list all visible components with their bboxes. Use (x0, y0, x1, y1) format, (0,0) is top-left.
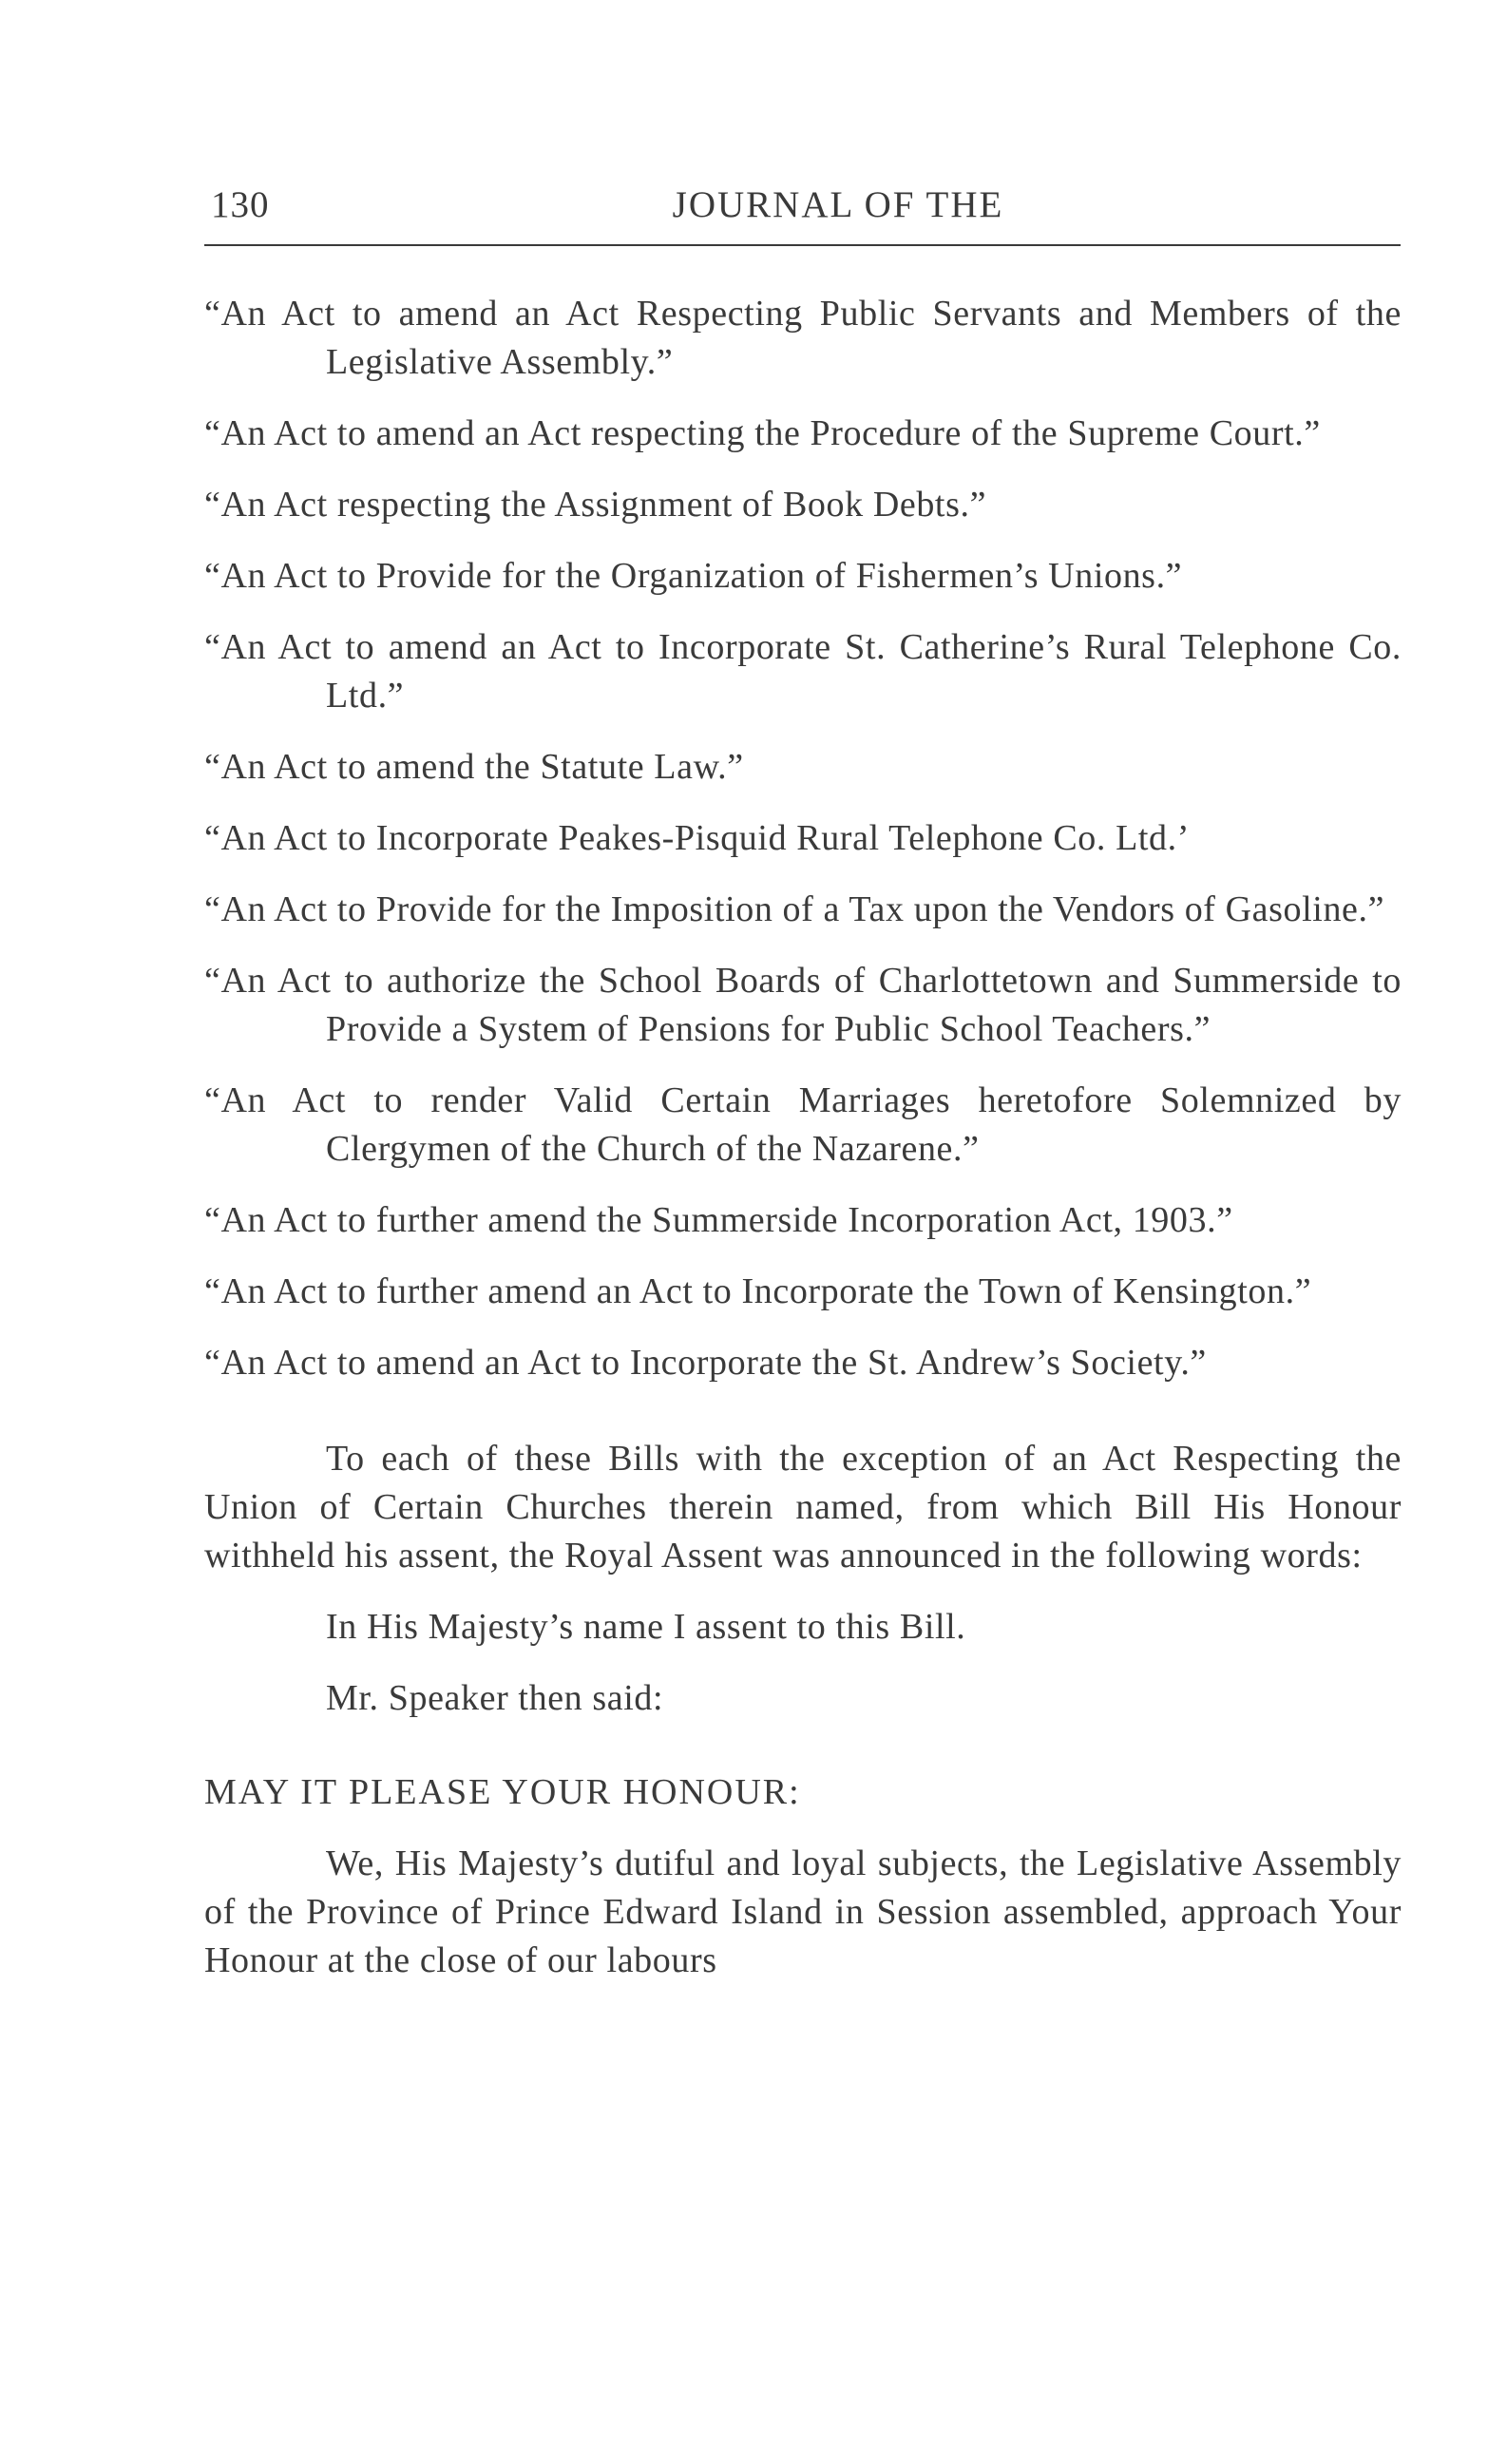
running-title: JOURNAL OF THE (672, 184, 1004, 225)
act-entry: “An Act to amend an Act respecting the Procedure of the Supreme Court.” (204, 413, 1321, 453)
assent-words: In His Majesty’s name I assent to this Bill. (326, 1607, 966, 1647)
address-paragraph: We, His Majesty’s dutiful and loyal subjects, the Legislative Assembly of the Province of Prince Edward Island in Session assembled, approach Your Honour at the close of our labours (204, 1843, 1402, 1980)
speaker-line: Mr. Speaker then said: (326, 1678, 664, 1718)
page-body (204, 290, 1402, 2008)
act-entry: “An Act to further amend an Act to Incorporate the Town of Kensington.” (204, 1271, 1312, 1311)
header-rule (204, 244, 1401, 246)
act-entry: “An Act to amend the Statute Law.” (204, 747, 744, 787)
act-entry: “An Act to amend an Act to Incorporate St. Catherine’s Rural Telephone Co. Ltd.” (204, 627, 1402, 716)
act-entry: “An Act to Provide for the Organization of Fishermen’s Unions.” (204, 556, 1183, 596)
act-entry: “An Act to Incorporate Peakes-Pisquid Rural Telephone Co. Ltd.’ (204, 818, 1190, 858)
assent-paragraph: To each of these Bills with the exception of an Act Respecting the Union of Certain Churches therein named, from which Bill His Honour withheld his assent, the Royal Assent was announced in the following words: (204, 1439, 1402, 1576)
page-number: 130 (211, 184, 270, 225)
act-entry: “An Act respecting the Assignment of Book Debts.” (204, 485, 987, 525)
act-entry: “An Act to render Valid Certain Marriages heretofore Solemnized by Clergymen of the Church of the Nazarene.” (204, 1080, 1402, 1169)
page-header (211, 183, 1399, 240)
act-entry: “An Act to amend an Act Respecting Public Servants and Members of the Legislative Assembly.” (204, 294, 1402, 382)
act-entry: “An Act to Provide for the Imposition of a Tax upon the Vendors of Gasoline.” (204, 889, 1385, 929)
address-heading: MAY IT PLEASE YOUR HONOUR: (204, 1772, 801, 1812)
act-entry: “An Act to further amend the Summerside Incorporation Act, 1903.” (204, 1200, 1233, 1240)
act-entry: “An Act to amend an Act to Incorporate the St. Andrew’s Society.” (204, 1343, 1207, 1383)
act-entry: “An Act to authorize the School Boards of Charlottetown and Summerside to Provide a System of Pensions for Public School Teachers.” (204, 961, 1402, 1049)
